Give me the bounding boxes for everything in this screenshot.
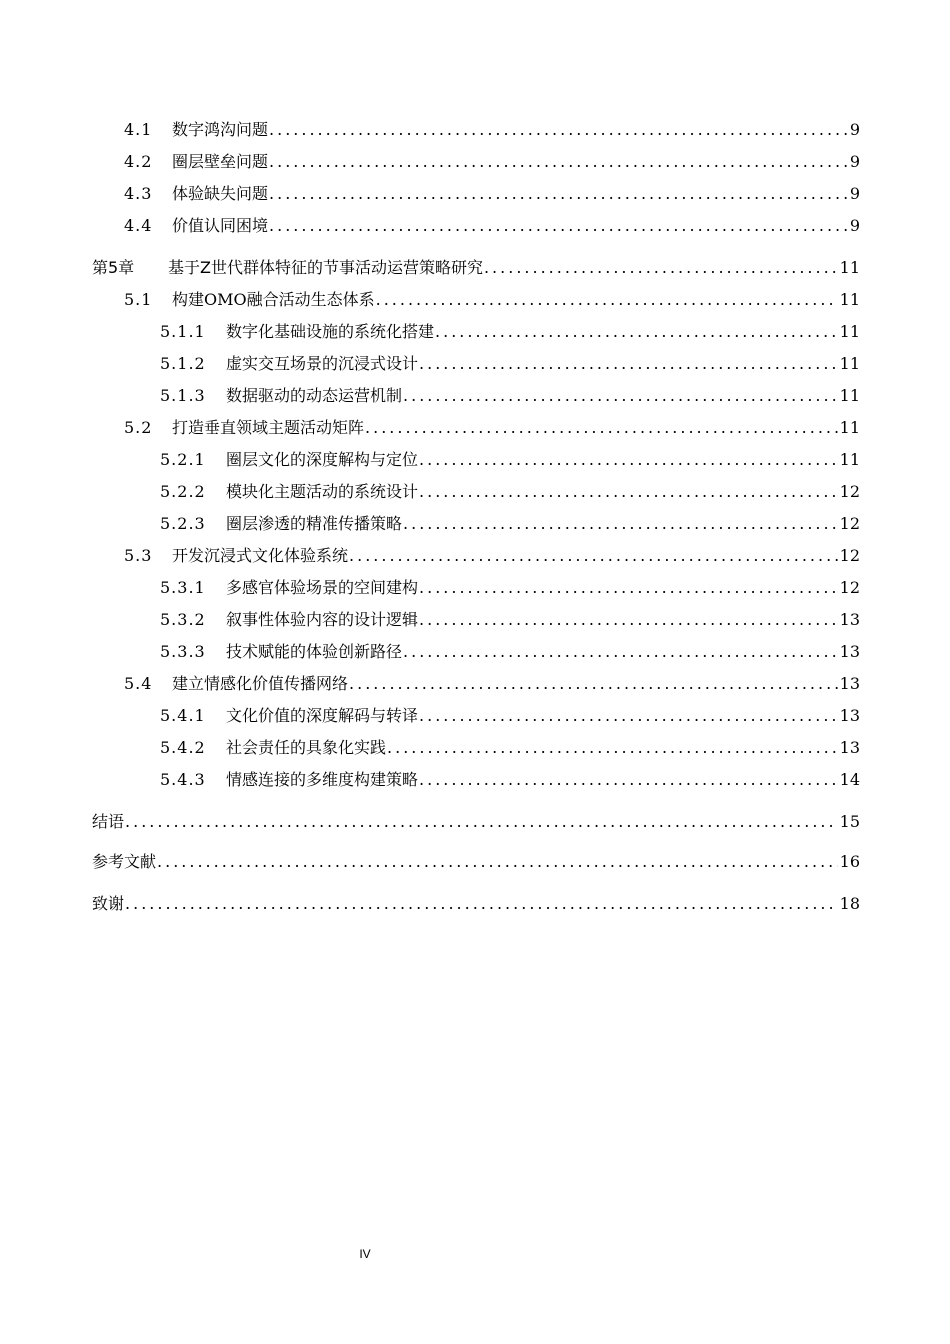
toc-entry-number: 4.2 [124,152,153,171]
toc-entry-5-3[interactable] [124,546,860,566]
toc-entry-title: 虚实交互场景的沉浸式设计 [226,354,419,373]
toc-leader-dots [484,258,838,278]
toc-entry-title: 打造垂直领域主题活动矩阵 [172,418,365,437]
toc-entry-number: 5.4.2 [160,738,206,757]
toc-leader-dots [419,706,838,726]
toc-entry-5-1-1[interactable] [160,322,860,342]
toc-leader-dots [419,578,838,598]
toc-entry-title: 开发沉浸式文化体验系统 [172,546,349,565]
toc-entry-page: 13 [839,674,860,693]
toc-leader-dots [157,852,838,872]
toc-entry-title: 圈层文化的深度解构与定位 [226,450,419,469]
toc-entry-number: 4.1 [124,120,153,139]
toc-entry-number: 5.4.1 [160,706,206,725]
toc-entry-page: 15 [839,812,860,831]
toc-entry-number: 第5章 [92,258,135,277]
toc-entry-4-4[interactable] [124,216,860,236]
toc-entry-page: 9 [849,152,860,171]
toc-entry-4-2[interactable] [124,152,860,172]
toc-entry-title: 数据驱动的动态运营机制 [226,386,403,405]
toc-entry-number: 5.2 [124,418,153,437]
toc-leader-dots [125,812,838,832]
toc-leader-dots [403,386,838,406]
toc-entry-title: 圈层壁垒问题 [172,152,269,171]
toc-leader-dots [435,322,838,342]
toc-entry-page: 11 [839,258,860,277]
toc-entry-number: 5.3.3 [160,642,206,661]
toc-leader-dots [419,354,838,374]
toc-leader-dots [269,120,848,140]
toc-leader-dots [376,290,838,310]
toc-entry-title: 结语 [92,812,125,831]
toc-entry-5-1-2[interactable] [160,354,860,374]
toc-entry-number: 5.3 [124,546,153,565]
toc-entry-5-4[interactable] [124,674,860,694]
toc-leader-dots [349,546,838,566]
toc-leader-dots [419,770,838,790]
toc-entry-5-3-3[interactable] [160,642,860,662]
toc-entry-title: 建立情感化价值传播网络 [172,674,349,693]
toc-entry-page: 12 [839,546,860,565]
toc-entry-number: 5.1.3 [160,386,206,405]
toc-entry-page: 11 [839,354,860,373]
toc-entry-conclusion[interactable] [92,812,860,832]
toc-entry-number: 5.1 [124,290,153,309]
toc-entry-title: 社会责任的具象化实践 [226,738,387,757]
toc-entry-title: 体验缺失问题 [172,184,269,203]
toc-entry-5-2[interactable] [124,418,860,438]
toc-entry-number: 5.2.2 [160,482,206,501]
toc-entry-title: 数字化基础设施的系统化搭建 [226,322,435,341]
toc-leader-dots [419,482,838,502]
toc-entry-5-3-1[interactable] [160,578,860,598]
toc-entry-number: 5.3.2 [160,610,206,629]
toc-entry-title: 叙事性体验内容的设计逻辑 [226,610,419,629]
toc-entry-page: 14 [839,770,860,789]
toc-entry-page: 11 [839,418,860,437]
toc-entry-title: 文化价值的深度解码与转译 [226,706,419,725]
toc-entry-5-4-2[interactable] [160,738,860,758]
toc-entry-5-1[interactable] [124,290,860,310]
toc-entry-page: 11 [839,450,860,469]
toc-leader-dots [269,152,848,172]
toc-entry-page: 9 [849,120,860,139]
toc-leader-dots [269,184,848,204]
toc-entry-page: 11 [839,386,860,405]
toc-entry-page: 12 [839,482,860,501]
toc-entry-title: 参考文献 [92,852,157,871]
toc-entry-page: 9 [849,216,860,235]
toc-entry-title: 构建OMO融合活动生态体系 [172,290,375,309]
toc-entry-4-1[interactable] [124,120,860,140]
toc-leader-dots [403,514,838,534]
toc-entry-title: 数字鸿沟问题 [172,120,269,139]
toc-leader-dots [269,216,848,236]
toc-entry-acknowledgements[interactable] [92,894,860,914]
toc-entry-page: 13 [839,706,860,725]
toc-entry-number: 5.2.3 [160,514,206,533]
toc-entry-title: 多感官体验场景的空间建构 [226,578,419,597]
toc-entry-page: 13 [839,610,860,629]
toc-leader-dots [387,738,838,758]
toc-leader-dots [365,418,838,438]
toc-entry-5-4-1[interactable] [160,706,860,726]
toc-entry-page: 9 [849,184,860,203]
toc-entry-number: 4.4 [124,216,153,235]
toc-entry-5-2-3[interactable] [160,514,860,534]
toc-entry-page: 16 [839,852,860,871]
toc-entry-5-2-1[interactable] [160,450,860,470]
toc-entry-number: 5.4 [124,674,153,693]
toc-entry-title: 圈层渗透的精准传播策略 [226,514,403,533]
toc-leader-dots [403,642,838,662]
toc-leader-dots [419,450,838,470]
toc-entry-page: 11 [839,322,860,341]
toc-entry-5-2-2[interactable] [160,482,860,502]
toc-entry-5-4-3[interactable] [160,770,860,790]
toc-leader-dots [419,610,838,630]
toc-entry-references[interactable] [92,852,860,872]
toc-leader-dots [349,674,838,694]
toc-entry-number: 5.2.1 [160,450,206,469]
toc-entry-number: 5.3.1 [160,578,206,597]
toc-entry-page: 11 [839,290,860,309]
toc-entry-page: 12 [839,578,860,597]
toc-entry-title: 价值认同困境 [172,216,269,235]
toc-entry-page: 12 [839,514,860,533]
toc-entry-number: 5.4.3 [160,770,206,789]
toc-entry-title: 基于Z世代群体特征的节事活动运营策略研究 [168,258,483,277]
toc-entry-number: 5.1.1 [160,322,206,341]
toc-entry-page: 13 [839,738,860,757]
toc-entry-page: 18 [839,894,860,913]
toc-entry-title: 技术赋能的体验创新路径 [226,642,403,661]
toc-leader-dots [125,894,838,914]
toc-entry-5-3-2[interactable] [160,610,860,630]
toc-entry-number: 4.3 [124,184,153,203]
toc-entry-4-3[interactable] [124,184,860,204]
toc-entry-title: 情感连接的多维度构建策略 [226,770,419,789]
toc-entry-number: 5.1.2 [160,354,206,373]
toc-entry-5-1-3[interactable] [160,386,860,406]
page-number-footer: IV [359,1247,371,1261]
toc-entry-chapter-5[interactable] [92,258,860,278]
toc-entry-page: 13 [839,642,860,661]
toc-entry-title: 致谢 [92,894,125,913]
toc-entry-title: 模块化主题活动的系统设计 [226,482,419,501]
